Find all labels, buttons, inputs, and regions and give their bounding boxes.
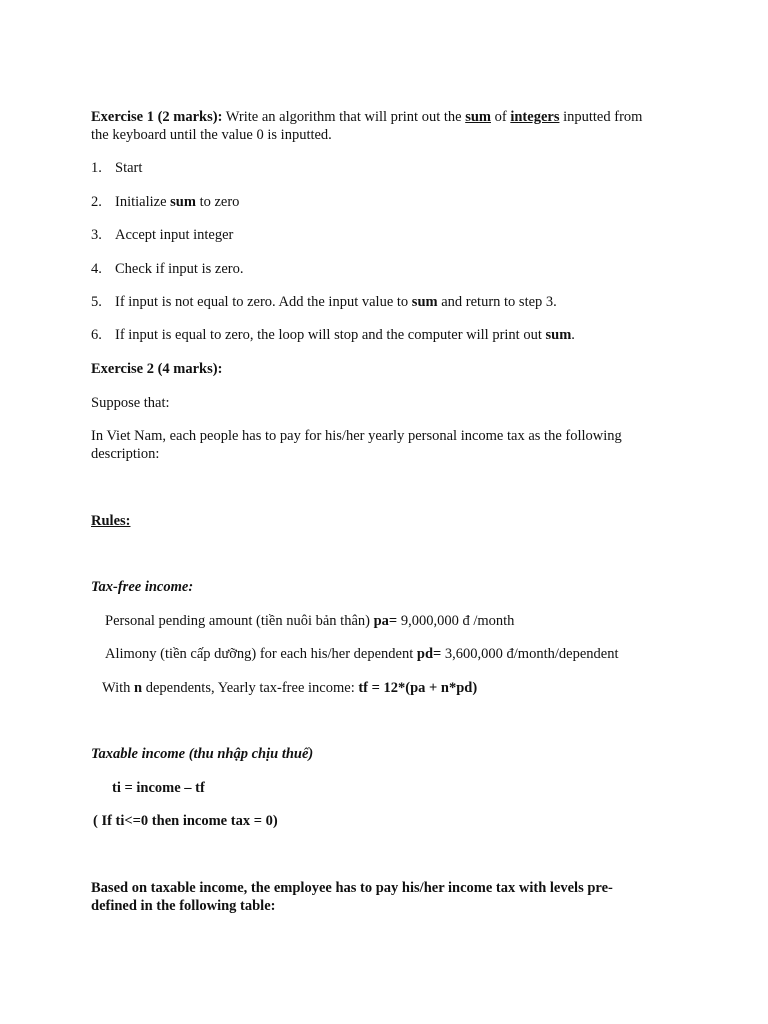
- step-3: [91, 226, 233, 244]
- description-line-2: description:: [91, 446, 160, 462]
- step-text: .: [571, 327, 575, 343]
- exercise-1-line-2: the keyboard until the value 0 is inputted.: [91, 127, 332, 143]
- step-1: [91, 159, 142, 177]
- step-number: 2.: [91, 194, 102, 210]
- with-text: With: [102, 680, 135, 696]
- rules-heading: [91, 512, 130, 530]
- step-6: [91, 326, 575, 344]
- step-text: Initialize: [115, 194, 171, 210]
- taxable-income-heading: Taxable income (thu nhập chịu thuế): [91, 746, 314, 762]
- step-number: 1.: [91, 160, 102, 176]
- sum-keyword: sum: [411, 294, 438, 310]
- n-variable: n: [134, 680, 143, 696]
- tax-free-heading: Tax-free income:: [91, 579, 194, 595]
- sum-keyword: sum: [465, 109, 491, 125]
- exercise-1-text: inputted from: [559, 109, 643, 125]
- exercise-1-text: Write an algorithm that will print out the: [222, 109, 466, 125]
- ti-formula-text: ti = income – tf: [112, 780, 205, 796]
- tax-free-formula-line: [102, 679, 477, 697]
- step-4: [91, 260, 243, 278]
- exercise-1-heading: Exercise 1 (2 marks):: [91, 109, 223, 125]
- tf-text: dependents, Yearly tax-free income:: [142, 680, 359, 696]
- income-tax-condition: [93, 812, 278, 830]
- rules-heading-text: Rules:: [91, 513, 131, 529]
- step-number: 4.: [91, 261, 102, 277]
- step-text: If input is not equal to zero. Add the input value to: [115, 294, 412, 310]
- step-5: [91, 293, 557, 311]
- exercise-2-heading: [91, 360, 222, 378]
- pd-text: Alimony (tiền cấp dưỡng) for each his/her dependent: [105, 646, 417, 662]
- step-text: Check if input is zero.: [115, 261, 244, 277]
- condition-text: ( If ti<=0 then income tax = 0): [93, 813, 278, 829]
- based-on-line-1: [91, 879, 613, 897]
- based-on-text-2: defined in the following table:: [91, 898, 276, 914]
- step-number: 6.: [91, 327, 102, 343]
- exercise-1-line-1: [91, 108, 642, 126]
- pa-value: 9,000,000 đ /month: [397, 613, 515, 629]
- step-text: If input is equal to zero, the loop will stop and the computer will print out: [115, 327, 546, 343]
- pa-text: Personal pending amount (tiền nuôi bản thân): [105, 613, 374, 629]
- step-text: and return to step 3.: [437, 294, 557, 310]
- based-on-line-2: [91, 897, 275, 915]
- step-number: 3.: [91, 227, 102, 243]
- based-on-text-1: Based on taxable income, the employee has to pay his/her income tax with levels pre-: [91, 880, 613, 896]
- sum-keyword: sum: [545, 327, 572, 343]
- step-number: 5.: [91, 294, 102, 310]
- step-text: to zero: [195, 194, 240, 210]
- pd-value: 3,600,000 đ/month/dependent: [441, 646, 619, 662]
- description-line-1: In Viet Nam, each people has to pay for his/her yearly personal income tax as the following: [91, 428, 622, 444]
- suppose-text: Suppose that:: [91, 395, 170, 411]
- alimony-line: [105, 645, 618, 663]
- exercise-2-heading-text: Exercise 2 (4 marks):: [91, 361, 223, 377]
- pa-label: pa=: [373, 613, 398, 629]
- pd-label: pd=: [416, 646, 442, 662]
- sum-keyword: sum: [170, 194, 196, 210]
- exercise-1-text: of: [491, 109, 511, 125]
- step-text: Start: [115, 160, 143, 176]
- ti-formula: [112, 779, 205, 797]
- personal-pending-line: [105, 612, 514, 630]
- step-text: Accept input integer: [115, 227, 234, 243]
- step-2: [91, 193, 239, 211]
- integers-keyword: integers: [510, 109, 560, 125]
- tf-formula: tf = 12*(pa + n*pd): [358, 680, 478, 696]
